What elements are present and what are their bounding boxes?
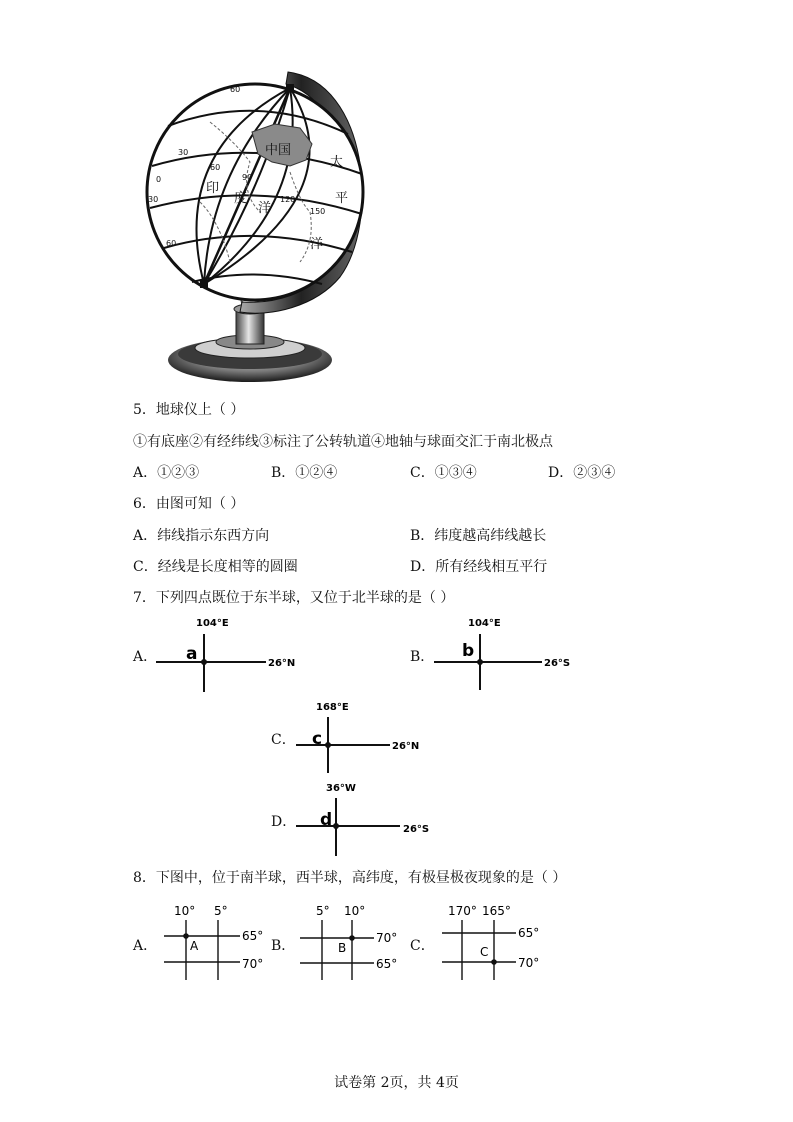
label-lat-60: 60	[230, 85, 241, 94]
q7-stem: 7．下列四点既位于东半球，又位于北半球的是（ ）	[133, 590, 455, 606]
option-text: ①③④	[434, 465, 477, 481]
point-label: c	[312, 729, 323, 749]
label-tai: 太	[330, 155, 344, 170]
q5-option-d[interactable]	[548, 462, 615, 482]
point-dot	[349, 935, 355, 941]
q6-option-d[interactable]	[410, 556, 547, 576]
q8-diagram-b	[296, 898, 406, 984]
option-letter: D．	[410, 559, 436, 575]
q6-option-c[interactable]	[133, 556, 298, 576]
lon-right-label: 10°	[344, 904, 366, 918]
option-letter: B．	[271, 938, 296, 954]
q6-stem: 6．由图可知（ ）	[133, 496, 245, 512]
lon-label: 168°E	[316, 702, 349, 713]
q6-option-b[interactable]	[410, 525, 546, 545]
lat-top-label: 65°	[518, 926, 540, 940]
point-label: d	[320, 810, 333, 830]
globe-illustration	[140, 62, 380, 392]
label-yin: 印	[206, 181, 220, 196]
option-text: ②③④	[573, 465, 616, 481]
south-pole-marker	[200, 280, 208, 288]
lon-label: 104°E	[196, 618, 229, 629]
q7-diagram-d	[290, 778, 450, 860]
page-footer: 试卷第 2页，共 4页	[334, 1075, 459, 1091]
label-lon-90: 90	[242, 173, 253, 182]
point-dot	[477, 659, 483, 665]
point-label: b	[462, 641, 475, 661]
lon-left-label: 170°	[448, 904, 477, 918]
lon-left-label: 5°	[316, 904, 330, 918]
option-letter: B．	[410, 528, 435, 544]
point-label: A	[190, 939, 199, 953]
label-china: 中国	[265, 143, 292, 158]
point-dot	[325, 742, 331, 748]
label-lon-150: 150	[310, 207, 326, 216]
lat-bottom-label: 65°	[376, 957, 398, 971]
q8-option-c[interactable]	[410, 935, 435, 955]
q8-diagram-a	[160, 898, 270, 984]
option-text: 经线是长度相等的圆圈	[157, 559, 298, 575]
label-lon-60: 60	[210, 163, 221, 172]
option-letter: C．	[271, 732, 296, 748]
lon-label: 104°E	[468, 618, 501, 629]
label-yang-indian: 洋	[258, 201, 272, 216]
option-letter: A．	[133, 528, 158, 544]
option-letter: D．	[548, 465, 574, 481]
label-lon-120: 120	[280, 195, 296, 204]
option-letter: D．	[271, 814, 297, 830]
q7-diagram-c	[290, 697, 450, 779]
option-letter: C．	[410, 465, 435, 481]
option-letter: A．	[133, 649, 158, 665]
option-letter: A．	[133, 938, 158, 954]
option-letter: B．	[410, 649, 435, 665]
q8-stem: 8．下图中，位于南半球，西半球，高纬度，有极昼极夜现象的是（ ）	[133, 870, 567, 886]
lat-bottom-label: 70°	[518, 956, 540, 970]
option-letter: C．	[133, 559, 158, 575]
lon-right-label: 5°	[214, 904, 228, 918]
label-du: 度	[234, 191, 248, 206]
lat-label: 26°N	[268, 658, 296, 669]
q5-option-a[interactable]	[133, 462, 199, 482]
point-dot	[333, 823, 339, 829]
option-letter: C．	[410, 938, 435, 954]
point-label: a	[186, 644, 198, 664]
option-text: ①②③	[157, 465, 200, 481]
q5-statements: ①有底座②有经纬线③标注了公转轨道④地轴与球面交汇于南北极点	[133, 434, 553, 450]
lat-top-label: 65°	[242, 929, 264, 943]
q8-option-a[interactable]	[133, 935, 157, 955]
lon-right-label: 165°	[482, 904, 511, 918]
lon-label: 36°W	[326, 783, 356, 794]
point-label: B	[338, 941, 347, 955]
option-letter: A．	[133, 465, 158, 481]
lon-left-label: 10°	[174, 904, 196, 918]
point-dot	[201, 659, 207, 665]
lat-label: 26°S	[544, 658, 571, 669]
q5-option-c[interactable]	[410, 462, 477, 482]
q8-diagram-c	[438, 898, 558, 984]
q5-option-b[interactable]	[271, 462, 337, 482]
q6-option-a[interactable]	[133, 525, 269, 545]
option-text: ①②④	[295, 465, 338, 481]
globe-sphere	[147, 84, 363, 300]
q7-diagram-b	[428, 612, 588, 696]
option-text: 所有经线相互平行	[435, 559, 548, 575]
option-letter: B．	[271, 465, 296, 481]
label-lat-30: 30	[178, 148, 189, 157]
point-dot	[491, 959, 497, 965]
point-dot	[183, 933, 189, 939]
label-lat-60s: 60	[166, 239, 177, 248]
lat-label: 26°S	[403, 824, 430, 835]
q7-diagram-a	[150, 612, 310, 696]
north-pole-marker	[286, 84, 294, 92]
q8-option-b[interactable]	[271, 935, 295, 955]
option-text: 纬度越高纬线越长	[434, 528, 547, 544]
lat-top-label: 70°	[376, 931, 398, 945]
q5-stem: 5．地球仪上（ ）	[133, 402, 245, 418]
option-text: 纬线指示东西方向	[157, 528, 270, 544]
lat-label: 26°N	[392, 741, 420, 752]
label-lat-30s: 30	[148, 195, 159, 204]
label-lat-0: 0	[156, 175, 162, 184]
lat-bottom-label: 70°	[242, 957, 264, 971]
point-label: C	[480, 945, 489, 959]
label-ping: 平	[335, 191, 349, 206]
label-yang-pacific: 洋	[310, 237, 324, 252]
